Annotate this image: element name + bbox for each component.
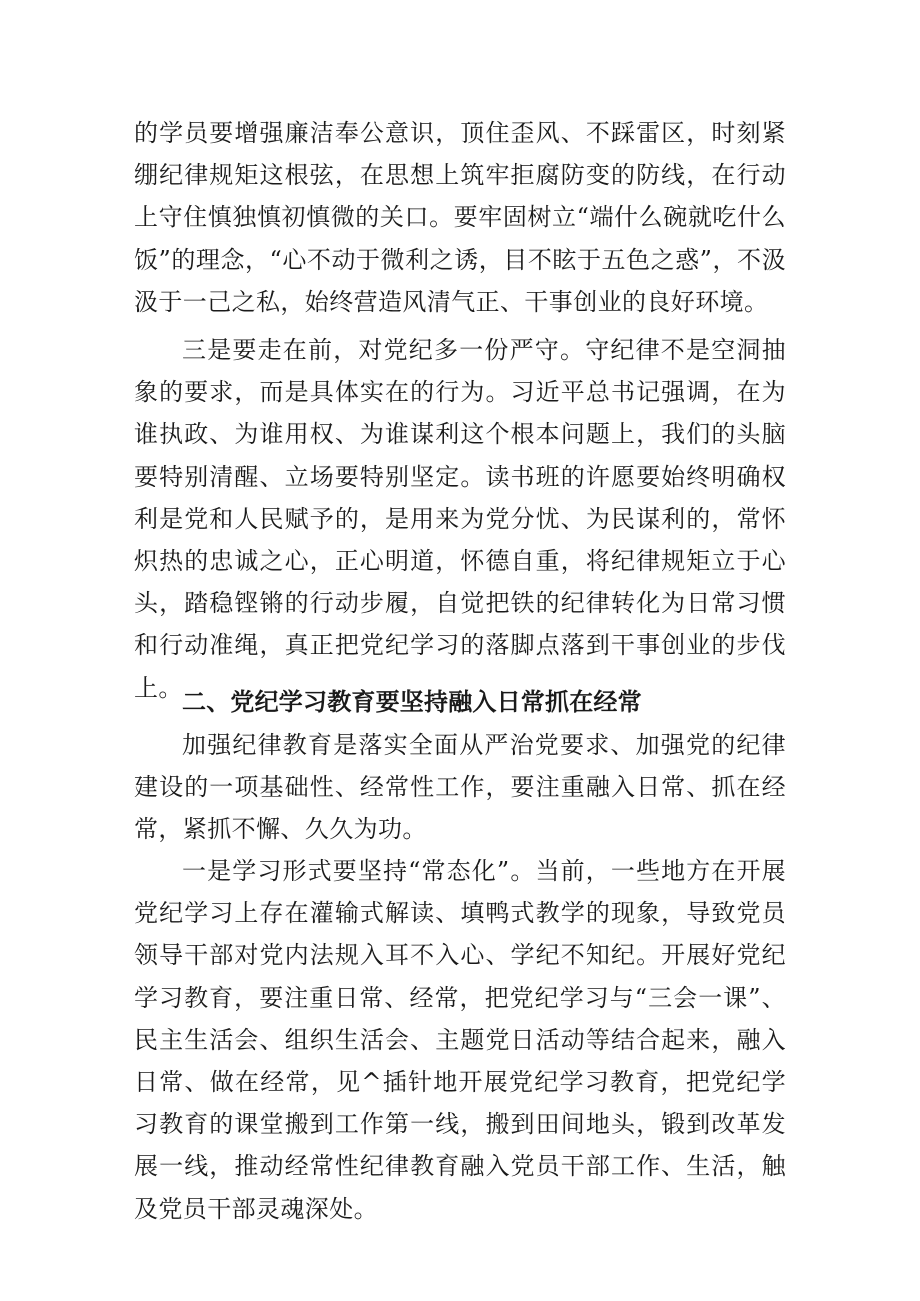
paragraph-1: 的学员要增强廉洁奉公意识，顶住歪风、不踩雷区，时刻紧绷纪律规矩这根弦，在思想上筑牢拒腐防变的防线，在行动上守住慎独慎初慎微的关口。要牢固树立“端什么碗就吃什么饭”的理念，“心不动于微利之诱，目不眩于五色之惑”，不汲汲于一己之私，始终营造风清气正、干事创业的良好环境。: [134, 119, 786, 316]
paragraph-3: 加强纪律教育是落实全面从严治党要求、加强党的纪律建设的一项基础性、经常性工作，要注重融入日常、抓在经常，紧抓不懈、久久为功。: [134, 731, 786, 844]
paragraph-4: 一是学习形式要坚持“常态化”。当前，一些地方在开展党纪学习上存在灌输式解读、填鸭式教学的现象，导致党员领导干部对党内法规入耳不入心、学纪不知纪。开展好党纪学习教育，要注重日常、经常，把党纪学习与“三会一课”、民主生活会、组织生活会、主题党日活动等结合起来，融入日常、做在经常，见^插针地开展党纪学习教育，把党纪学习教育的课堂搬到工作第一线，搬到田间地头，锻到改革发展一线，推动经常性纪律教育融入党员干部工作、生活，触及党员干部灵魂深处。: [134, 857, 786, 1223]
paragraph-2: 三是要走在前，对党纪多一份严守。守纪律不是空洞抽象的要求，而是具体实在的行为。习近平总书记强调，在为谁执政、为谁用权、为谁谋利这个根本问题上，我们的头脑要特别清醒、立场要特别坚定。读书班的许愿要始终明确权利是党和人民赋予的，是用来为党分忧、为民谋利的，常怀炽热的忠诚之心，正心明道，怀德自重，将纪律规矩立于心头，踏稳铿锵的行动步履，自觉把铁的纪律转化为日常习惯和行动准绳，真正把党纪学习的落脚点落到干事创业的步伐上。: [134, 336, 786, 702]
section-heading: 二、党纪学习教育要坚持融入日常抓在经常: [182, 688, 642, 716]
